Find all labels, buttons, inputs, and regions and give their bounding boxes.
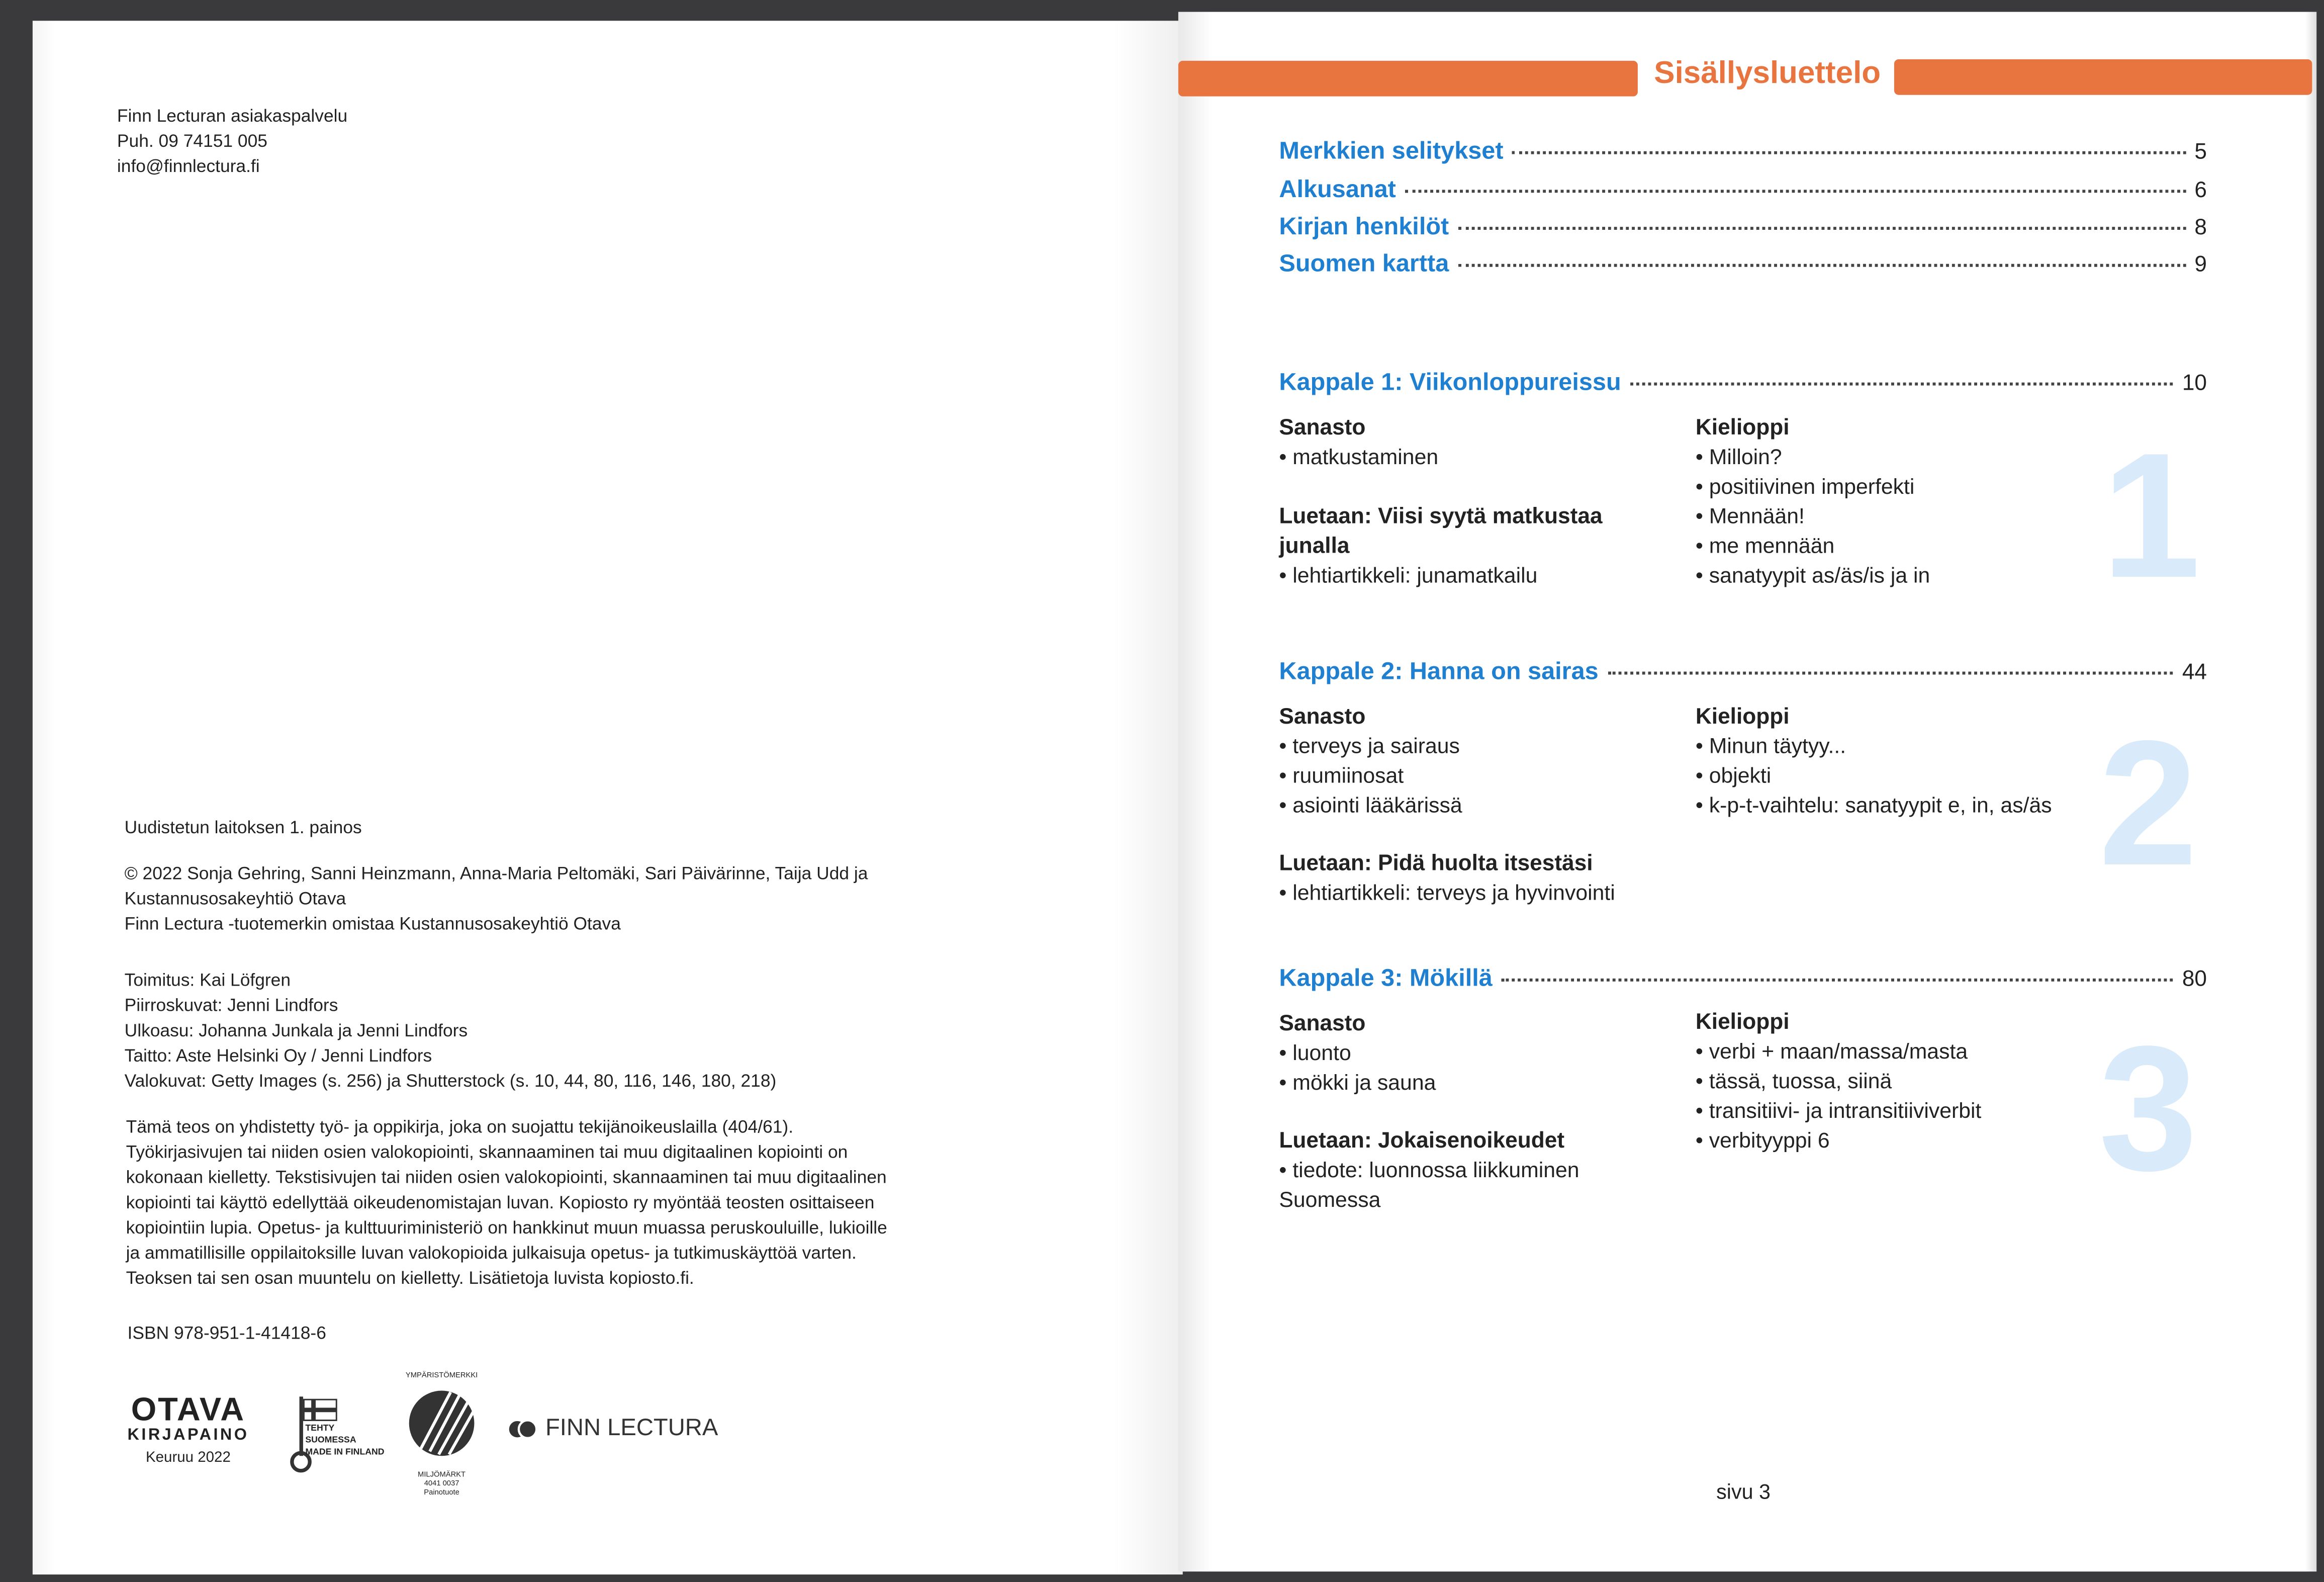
credit-line: Piirroskuvat: Jenni Lindfors	[124, 995, 338, 1016]
sanasto-item: • mökki ja sauna	[1279, 1069, 1620, 1099]
kielioppi-item: • sanatyypit as/äs/is ja in	[1696, 562, 1930, 591]
swan-ecolabel-logo	[400, 1371, 483, 1498]
dot-leader	[1512, 151, 2185, 154]
sanasto-item: • ruumiinosat	[1279, 762, 1664, 792]
swan-ecolabel-icon	[400, 1380, 483, 1463]
header-bar-right	[1894, 59, 2312, 95]
swan-bottom-text: MILJÖMÄRKT	[418, 1470, 466, 1480]
dot-leader	[1458, 264, 2186, 267]
printing-place: Keuruu 2022	[145, 1450, 231, 1466]
contact-line: Finn Lecturan asiakaspalvelu	[117, 105, 348, 126]
finn-lectura-wordmark: FINN LECTURA	[545, 1416, 718, 1441]
swan-top-text: YMPÄRISTÖMERKKI	[405, 1371, 478, 1380]
chapter-left-column	[1279, 414, 1635, 592]
luetaan-item: • tiedote: luonnossa liikkuminen Suomessa	[1279, 1157, 1620, 1216]
page-number: sivu 3	[1716, 1479, 1771, 1504]
key-flag-logo	[282, 1393, 385, 1475]
chapter-heading[interactable]	[1279, 658, 2207, 686]
luetaan-item: • lehtiartikkeli: terveys ja hyvinvointi	[1279, 879, 1664, 909]
contact-line: info@finnlectura.fi	[117, 155, 260, 177]
sanasto-item: • asiointi lääkärissä	[1279, 792, 1664, 821]
toc-item-title: Suomen kartta	[1279, 250, 1449, 278]
credit-line: Taitto: Aste Helsinki Oy / Jenni Lindfors	[124, 1045, 432, 1066]
contact-line: Puh. 09 74151 005	[117, 130, 267, 151]
credit-line: Valokuvat: Getty Images (s. 256) ja Shutterstock (s. 10, 44, 80, 116, 146, 180, 218)	[124, 1070, 777, 1091]
copyright-block	[125, 861, 868, 937]
kielioppi-item: • positiivinen imperfekti	[1696, 473, 1930, 503]
chapter-heading[interactable]	[1279, 369, 2207, 397]
legal-line: kopiointi tai käyttö edellyttää oikeudenomistajan luvan. Kopiosto ry myöntää teosten osittaiseen	[126, 1192, 875, 1213]
toc-item-page: 6	[2194, 178, 2207, 203]
dot-leader	[1607, 672, 2173, 675]
chapter-title: Kappale 3: Mökillä	[1279, 965, 1493, 992]
sanasto-label: Sanasto	[1279, 1011, 1366, 1036]
dot-leader	[1502, 979, 2174, 982]
legal-line: kopiointiin lupia. Opetus- ja kulttuuriministeriö on hankkinut muun muassa peruskouluille, lukioille	[126, 1217, 887, 1238]
chapter-number: 3	[2098, 1009, 2198, 1208]
kielioppi-item: • me mennään	[1696, 532, 1930, 562]
finn-lectura-icon	[508, 1418, 538, 1441]
kielioppi-label: Kielioppi	[1695, 704, 1790, 730]
key-flag-text: MADE IN FINLAND	[305, 1448, 385, 1458]
toc-item[interactable]	[1279, 250, 2207, 279]
copyright-line: Finn Lectura -tuotemerkin omistaa Kustannusosakeyhtiö Otava	[124, 913, 621, 934]
chapter-right-column	[1696, 702, 2052, 821]
chapter-heading[interactable]	[1279, 965, 2207, 993]
legal-line: Tämä teos on yhdistetty työ- ja oppikirja, joka on suojattu tekijänoikeuslailla (404/61).	[126, 1116, 794, 1137]
kielioppi-item: • Minun täytyy...	[1696, 732, 2052, 762]
legal-block	[126, 1115, 887, 1291]
kirjapaino-text: KIRJAPAINO	[127, 1426, 249, 1444]
kielioppi-item: • tässä, tuossa, siinä	[1696, 1068, 1982, 1097]
chapter-left-column	[1279, 702, 1664, 909]
toc-item-page: 8	[2194, 215, 2207, 240]
chapter-page: 10	[2182, 371, 2207, 396]
header-bar-left	[1178, 61, 1638, 97]
sanasto-item: • terveys ja sairaus	[1279, 732, 1664, 762]
kielioppi-item: • k-p-t-vaihtelu: sanatyypit e, in, as/äs	[1696, 792, 2052, 821]
toc-item[interactable]	[1279, 177, 2207, 205]
luetaan-label: Luetaan: Viisi syytä matkustaa junalla	[1279, 504, 1603, 559]
kielioppi-item: • Milloin?	[1696, 444, 1930, 473]
chapter-page: 44	[2182, 659, 2207, 685]
sanasto-item: • matkustaminen	[1279, 444, 1635, 473]
luetaan-item: • lehtiartikkeli: junamatkailu	[1279, 562, 1635, 591]
swan-text	[400, 1471, 483, 1498]
dot-leader	[1405, 190, 2186, 193]
dot-leader	[1458, 227, 2186, 230]
dot-leader	[1630, 383, 2173, 386]
otava-logo	[127, 1390, 249, 1466]
edition: Uudistetun laitoksen 1. painos	[124, 817, 362, 838]
kielioppi-item: • verbi + maan/massa/masta	[1696, 1038, 1982, 1068]
kielioppi-item: • Mennään!	[1696, 502, 1930, 532]
chapter-title: Kappale 2: Hanna on sairas	[1279, 658, 1599, 685]
toc-title: Sisällysluettelo	[1654, 56, 1881, 91]
toc-item[interactable]	[1279, 214, 2207, 242]
chapter-right-column	[1696, 414, 1930, 592]
kielioppi-item: • transitiivi- ja intransitiiviverbit	[1696, 1097, 1982, 1127]
toc-item-page: 5	[2194, 139, 2207, 165]
legal-line: kokonaan kielletty. Tekstisivujen tai niiden osien valokopiointi, skannaaminen tai muu digitaalinen	[126, 1167, 887, 1188]
legal-line: Teoksen tai sen osan muuntelu on kielletty. Lisätietoja luvista kopiosto.fi.	[126, 1267, 694, 1289]
luetaan-label: Luetaan: Pidä huolta itsestäsi	[1279, 851, 1593, 876]
toc-item-page: 9	[2194, 252, 2207, 278]
chapter-right-column	[1696, 1008, 1982, 1157]
credit-line: Toimitus: Kai Löfgren	[124, 970, 291, 991]
kielioppi-item: • verbityyppi 6	[1696, 1127, 1982, 1157]
toc-item-title: Kirjan henkilöt	[1279, 213, 1449, 240]
swan-label: Painotuote	[424, 1488, 459, 1498]
toc-item-title: Merkkien selitykset	[1279, 138, 1504, 165]
chapter-title: Kappale 1: Viikonloppureissu	[1279, 369, 1621, 396]
kielioppi-item: • objekti	[1696, 762, 2052, 792]
credit-line: Ulkoasu: Johanna Junkala ja Jenni Lindfors	[124, 1020, 468, 1041]
otava-wordmark: OTAVA	[131, 1390, 246, 1428]
key-flag-text: TEHTY SUOMESSA	[305, 1425, 356, 1446]
sanasto-label: Sanasto	[1279, 704, 1366, 730]
chapter-page: 80	[2182, 966, 2207, 992]
chapter-number: 2	[2098, 704, 2198, 903]
copyright-line: © 2022 Sonja Gehring, Sanni Heinzmann, Anna-Maria Peltomäki, Sari Päivärinne, Taija Udd ja	[124, 862, 868, 884]
chapter-left-column	[1279, 1010, 1620, 1216]
sanasto-label: Sanasto	[1279, 415, 1366, 441]
kielioppi-label: Kielioppi	[1695, 415, 1790, 441]
toc-item-title: Alkusanat	[1279, 176, 1396, 203]
credits-block	[125, 968, 777, 1094]
finn-lectura-logo	[508, 1416, 718, 1443]
luetaan-label: Luetaan: Jokaisenoikeudet	[1279, 1128, 1565, 1154]
swan-code: 4041 0037	[424, 1479, 459, 1489]
toc-item[interactable]	[1279, 138, 2207, 166]
isbn: ISBN 978-951-1-41418-6	[127, 1322, 326, 1344]
sanasto-item: • luonto	[1279, 1039, 1620, 1069]
copyright-line: Kustannusosakeyhtiö Otava	[124, 888, 346, 909]
chapter-number: 1	[2101, 416, 2201, 616]
contact-block	[117, 104, 347, 179]
legal-line: ja ammatillisille oppilaitoksille luvan valokopioida julkaisuja opetus- ja tutkimuskäyttöä varten.	[126, 1242, 857, 1263]
legal-line: Työkirjasivujen tai niiden osien valokopiointi, skannaaminen tai muu digitaalinen kopiointi on	[126, 1141, 848, 1163]
kielioppi-label: Kielioppi	[1695, 1009, 1790, 1035]
